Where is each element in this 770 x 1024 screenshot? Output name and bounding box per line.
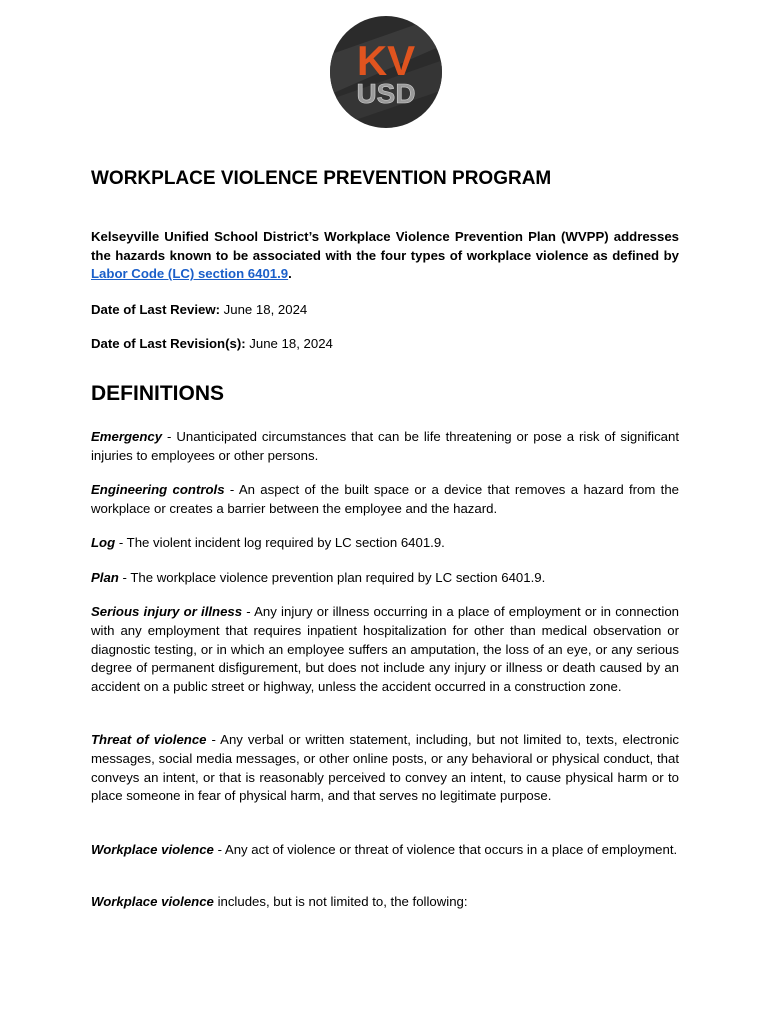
definition-serious-injury — [91, 603, 679, 697]
definition-term: Workplace violence — [91, 894, 214, 909]
last-revision-value: June 18, 2024 — [249, 336, 333, 351]
definition-term: Emergency — [91, 429, 163, 444]
definition-term: Serious injury or illness — [91, 604, 243, 619]
definition-emergency — [91, 428, 679, 466]
definition-plan — [91, 569, 679, 588]
intro-paragraph — [91, 228, 679, 284]
definition-text: - Any verbal or written statement, including, but not limited to, texts, electronic messages, social media messages, or other online posts, or any behavioral or physical conduct, that conveys an intent, or that is reasonably perceived to convey an intent, to cause physical harm or to place someone in fear of physical harm, and that serves no legitimate purpose. — [91, 732, 679, 804]
last-revision-label: Date of Last Revision(s): — [91, 336, 246, 351]
kvusd-logo — [329, 15, 443, 129]
document-title: WORKPLACE VIOLENCE PREVENTION PROGRAM — [91, 168, 552, 189]
definitions-heading: DEFINITIONS — [91, 382, 225, 405]
intro-end: . — [288, 266, 292, 282]
last-review-value: June 18, 2024 — [223, 302, 308, 317]
workplace-violence-includes — [91, 893, 679, 912]
definition-text: - The violent incident log required by LC section 6401.9. — [115, 535, 445, 550]
definition-term: Threat of violence — [91, 732, 207, 747]
definition-text: - Unanticipated circumstances that can be life threatening or pose a risk of significant injuries to employees or other persons. — [91, 429, 679, 463]
definition-log — [91, 534, 679, 553]
definition-workplace-violence — [91, 841, 679, 860]
logo-usd-text: USD — [356, 78, 416, 109]
definition-text: - An aspect of the built space or a device that removes a hazard from the workplace or creates a barrier between the employee and the hazard. — [91, 482, 680, 516]
last-revision — [91, 336, 333, 351]
intro-text: Kelseyville Unified School District’s Workplace Violence Prevention Plan (WVPP) addresses the hazards known to be associated with the four types of workplace violence as defined by — [91, 229, 679, 263]
definition-text: - Any act of violence or threat of violence that occurs in a place of employment. — [213, 842, 678, 857]
definition-text: - The workplace violence prevention plan required by LC section 6401.9. — [118, 570, 546, 585]
last-review-label: Date of Last Review: — [91, 302, 220, 317]
definition-threat-of-violence — [91, 731, 679, 806]
definition-term: Engineering controls — [91, 482, 225, 497]
definition-engineering-controls — [91, 481, 679, 519]
definition-term: Workplace violence — [91, 842, 214, 857]
definition-text: includes, but is not limited to, the following: — [213, 894, 468, 909]
logo-kv-text: KV — [356, 37, 416, 84]
definition-text: - Any injury or illness occurring in a place of employment or in connection with any employment that requires inpatient hospitalization for other than medical observation or diagnostic testing, or in which an employee suffers an amputation, the loss of an eye, or any serious degree of permanent disfigurement, but does not include any injury or illness or death caused by an accident on a public street or highway, unless the accident occurred in a construction zone. — [91, 604, 679, 695]
last-review — [91, 302, 307, 317]
definition-term: Log — [91, 535, 116, 550]
labor-code-link[interactable]: Labor Code (LC) section 6401.9 — [91, 266, 289, 282]
definition-term: Plan — [91, 570, 119, 585]
